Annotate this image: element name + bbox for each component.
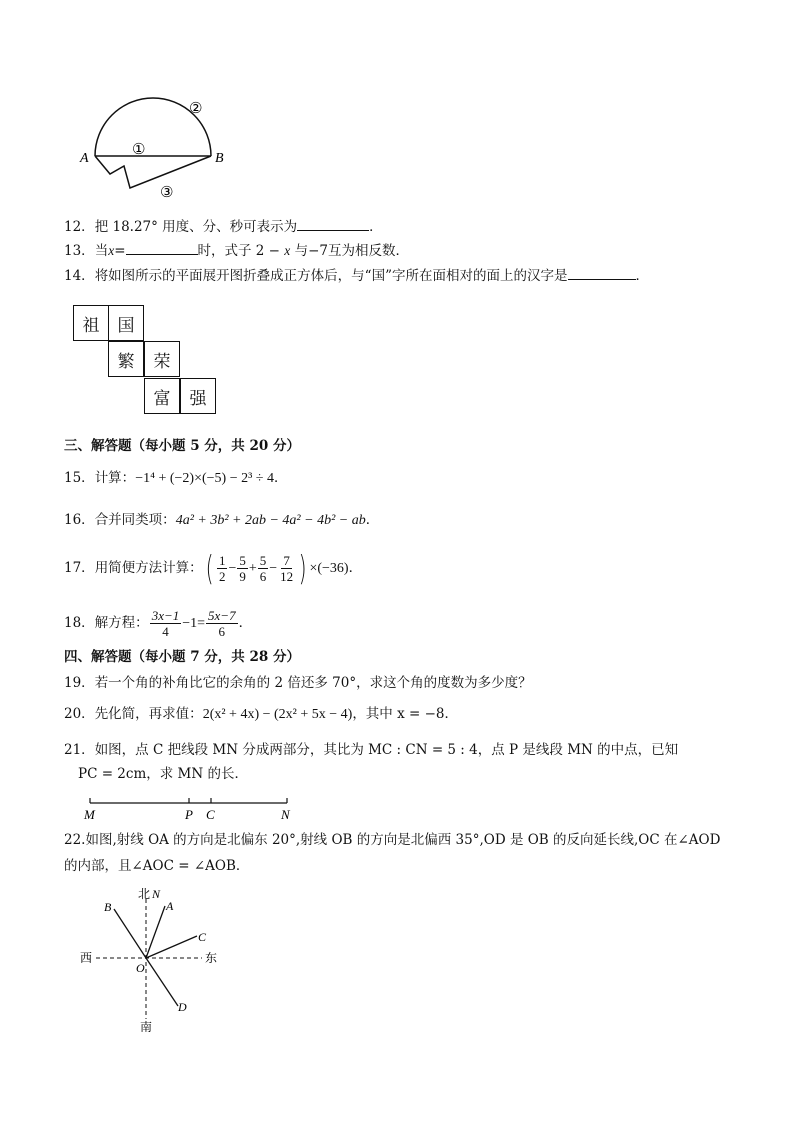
math-expression: −1⁴ + (−2)×(−5) − 2³ ÷ 4 bbox=[135, 471, 274, 486]
ray-b-label: B bbox=[104, 900, 112, 914]
denominator: 12 bbox=[280, 569, 294, 584]
question-13 bbox=[64, 240, 409, 261]
question-number: 12． bbox=[64, 219, 95, 235]
net-cell: 富 bbox=[144, 378, 180, 414]
ray-c-label: C bbox=[198, 930, 207, 944]
question-condition: ，其中 x = −8． bbox=[352, 706, 459, 722]
variable-x: x bbox=[284, 243, 291, 258]
question-label: 解方程： bbox=[94, 615, 149, 631]
question-number: 16． bbox=[64, 512, 95, 528]
punctuation: ． bbox=[348, 560, 363, 576]
numerator: 5 bbox=[239, 553, 246, 568]
question-20 bbox=[64, 704, 458, 725]
numerator: 7 bbox=[283, 553, 290, 568]
question-16 bbox=[64, 510, 379, 531]
denominator: 6 bbox=[218, 624, 226, 639]
answer-blank[interactable] bbox=[297, 216, 369, 231]
question-number: 14． bbox=[64, 268, 95, 284]
fraction bbox=[237, 553, 248, 584]
origin-label: O bbox=[136, 961, 145, 975]
numerator: 5x−7 bbox=[208, 608, 236, 623]
net-cell: 祖 bbox=[73, 305, 109, 341]
denominator: 9 bbox=[239, 569, 246, 584]
question-label: 先化简，再求值： bbox=[94, 706, 203, 722]
west-label: 西 bbox=[80, 951, 93, 965]
ray-oa bbox=[146, 906, 165, 958]
east-label: 东 bbox=[205, 951, 218, 965]
question-22-line-2: 的内部，且∠AOC = ∠AOB． bbox=[64, 858, 250, 874]
question-text-pre: 当 bbox=[94, 243, 109, 259]
question-number: 21． bbox=[64, 742, 95, 758]
point-m-label: M bbox=[84, 807, 95, 822]
segment-figure bbox=[78, 795, 298, 825]
equals-sign: = bbox=[114, 243, 126, 259]
question-text: 如图，点 C 把线段 MN 分成两部分，其比为 MC : CN = 5 : 4，点 P 是线段 MN 的中点，已知 bbox=[94, 742, 679, 758]
question-21-line-1 bbox=[64, 740, 678, 760]
denominator: 4 bbox=[162, 624, 169, 639]
question-text: 若一个角的补角比它的余角的 2 倍还多 70°，求这个角的度数为多少度？ bbox=[94, 675, 532, 691]
ray-d-label: D bbox=[178, 1000, 187, 1014]
numerator: 3x−1 bbox=[151, 608, 180, 623]
point-c-label: C bbox=[206, 807, 215, 822]
left-paren: ( bbox=[205, 548, 214, 589]
point-n-label: N bbox=[281, 807, 290, 822]
question-number: 22. bbox=[64, 832, 86, 848]
question-21-line-2: PC = 2cm，求 MN 的长． bbox=[78, 766, 248, 782]
question-number: 13． bbox=[64, 243, 95, 259]
question-number: 19． bbox=[64, 675, 95, 691]
denominator: 2 bbox=[218, 569, 226, 584]
path-3-label: ③ bbox=[160, 183, 174, 201]
question-22-line-1 bbox=[64, 830, 720, 850]
question-19 bbox=[64, 673, 532, 693]
operator: − bbox=[228, 561, 237, 576]
fraction bbox=[150, 608, 182, 639]
ray-a-label: A bbox=[166, 899, 174, 913]
question-text: 将如图所示的平面展开图折叠成正方体后，与“国”字所在面相对的面上的汉字是 bbox=[94, 268, 568, 284]
math-expression: 4a² + 3b² + 2ab − 4a² − 4b² − ab bbox=[175, 513, 366, 528]
denominator: 6 bbox=[259, 569, 267, 584]
question-number: 20． bbox=[64, 706, 95, 722]
operator: − bbox=[269, 561, 278, 576]
question-text-post: 与−7互为相反数． bbox=[290, 243, 409, 259]
broken-path-3 bbox=[95, 156, 211, 188]
question-label: 计算： bbox=[94, 470, 136, 486]
ray-ob bbox=[114, 909, 146, 958]
question-number: 18． bbox=[64, 615, 95, 631]
operator: + bbox=[248, 561, 257, 576]
question-15 bbox=[64, 468, 287, 489]
question-18 bbox=[64, 604, 252, 643]
question-number: 17． bbox=[64, 560, 95, 576]
punctuation: ． bbox=[273, 470, 288, 486]
right-paren: ) bbox=[298, 548, 307, 589]
point-p-label: P bbox=[185, 807, 193, 822]
north-label: 北 bbox=[138, 887, 151, 901]
numerator: 5 bbox=[259, 553, 267, 568]
question-17 bbox=[64, 548, 362, 589]
section-3-heading: 三、解答题（每小题 5 分，共 20 分） bbox=[64, 438, 300, 454]
question-12 bbox=[64, 216, 383, 237]
fraction bbox=[206, 608, 238, 639]
net-cell: 繁 bbox=[108, 341, 144, 377]
ray-oc bbox=[146, 936, 197, 958]
cube-net-figure bbox=[70, 305, 220, 415]
question-label: 用简便方法计算： bbox=[94, 560, 203, 576]
compass-figure bbox=[72, 884, 232, 1034]
path-2-label: ② bbox=[189, 99, 203, 117]
net-cell: 荣 bbox=[144, 341, 180, 377]
point-a-label: A bbox=[80, 151, 89, 166]
question-text-mid: 时，式子 2 − bbox=[197, 243, 285, 259]
question-14 bbox=[64, 265, 649, 286]
path-1-label: ① bbox=[132, 140, 146, 158]
numerator: 1 bbox=[218, 553, 226, 568]
math-expression: ×(−36) bbox=[309, 561, 349, 576]
answer-blank[interactable] bbox=[126, 240, 198, 255]
answer-blank[interactable] bbox=[568, 265, 636, 280]
south-label: 南 bbox=[140, 1020, 153, 1034]
net-cell: 强 bbox=[180, 378, 216, 414]
math-expression: 2(x² + 4x) − (2x² + 5x − 4) bbox=[202, 707, 353, 722]
question-label: 合并同类项： bbox=[94, 512, 176, 528]
question-number: 15． bbox=[64, 470, 95, 486]
fraction bbox=[217, 553, 228, 584]
net-cell: 国 bbox=[108, 305, 144, 341]
punctuation: ． bbox=[365, 512, 380, 528]
fraction bbox=[278, 553, 295, 584]
fraction bbox=[258, 553, 269, 584]
punctuation: ． bbox=[238, 615, 253, 631]
ray-od bbox=[146, 958, 178, 1006]
variable-x: x bbox=[108, 243, 115, 258]
punctuation: ． bbox=[369, 219, 383, 235]
question-text: 如图,射线 OA 的方向是北偏东 20°,射线 OB 的方向是北偏西 35°,OD 是 OB 的反向延长线,OC 在∠AOD bbox=[85, 832, 721, 848]
semicircle-figure bbox=[72, 96, 242, 206]
north-letter: N bbox=[152, 887, 161, 901]
point-b-label: B bbox=[215, 151, 224, 166]
section-4-heading: 四、解答题（每小题 7 分，共 28 分） bbox=[64, 649, 300, 665]
punctuation: ． bbox=[635, 268, 649, 284]
question-text: 把 18.27° 用度、分、秒可表示为 bbox=[94, 219, 298, 235]
math-expression: −1= bbox=[182, 616, 206, 631]
